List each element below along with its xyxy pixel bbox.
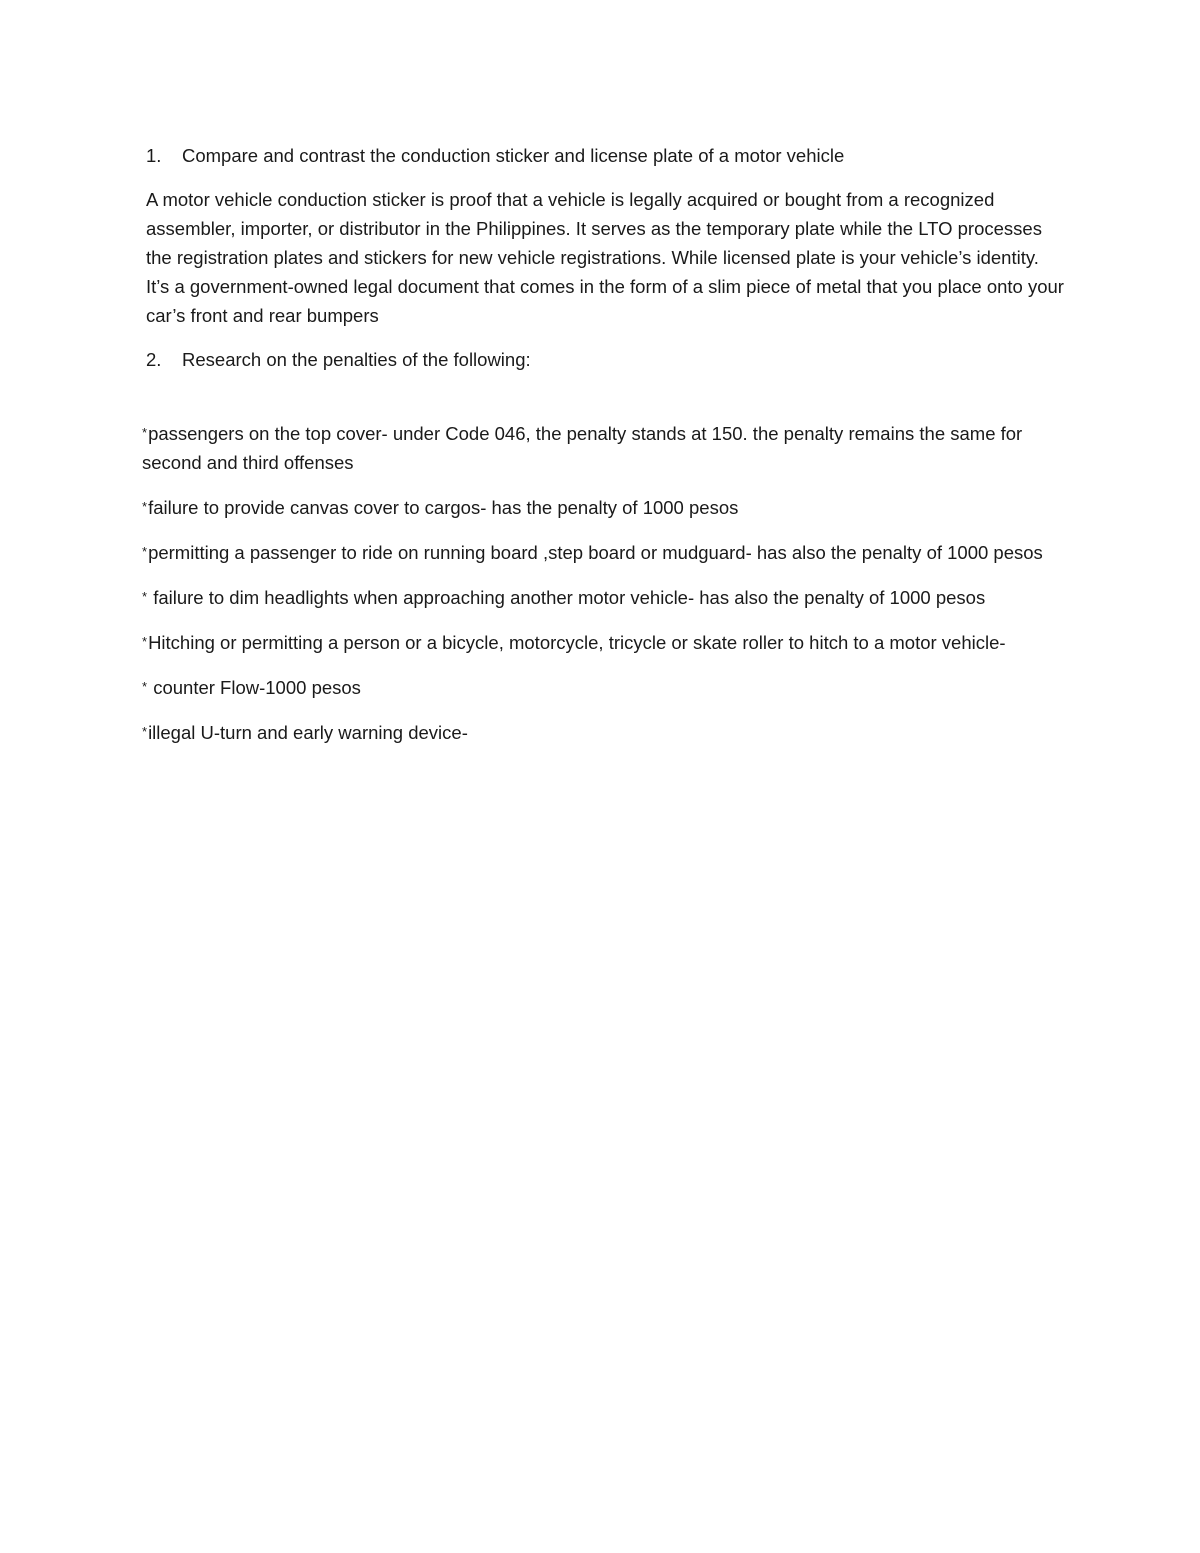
document-body (142, 141, 1066, 762)
bullet-star-icon: * (142, 425, 148, 440)
penalty-list (142, 418, 1066, 747)
penalty-item-2 (142, 492, 1066, 522)
bullet-star-icon: * (142, 499, 148, 514)
answer-1-paragraph: A motor vehicle conduction sticker is proof that a vehicle is legally acquired or bought from a recognized assembler, importer, or distributor in the Philippines. It serves as the temporary plate while the LTO processes the registration plates and stickers for new vehicle registrations. While licensed plate is your vehicle’s identity. It’s a government-owned legal document that comes in the form of a slim piece of metal that you place onto your car’s front and rear bumpers (146, 189, 1064, 326)
bullet-star-icon: * (142, 634, 148, 649)
penalty-item-6 (142, 672, 1066, 702)
penalty-item-4 (142, 582, 1066, 612)
question-2-text: Research on the penalties of the following: (182, 349, 531, 370)
penalty-item-1 (142, 418, 1066, 477)
bullet-star-icon: * (142, 724, 148, 739)
question-1-number: 1. (146, 145, 162, 166)
penalty-item-text: Hitching or permitting a person or a bicycle, motorcycle, tricycle or skate roller to hitch to a motor vehicle- (148, 632, 1006, 653)
penalty-item-text: failure to provide canvas cover to cargos- has the penalty of 1000 pesos (148, 497, 739, 518)
bullet-star-icon: * (142, 589, 148, 604)
bullet-star-icon: * (142, 679, 148, 694)
penalty-item-text: passengers on the top cover- under Code 046, the penalty stands at 150. the penalty remains the same for second and third offenses (142, 423, 1023, 473)
question-2 (146, 345, 1066, 374)
penalty-item-text: counter Flow-1000 pesos (148, 677, 361, 698)
question-2-number: 2. (146, 349, 162, 370)
penalty-item-7 (142, 717, 1066, 747)
question-1 (146, 141, 1066, 170)
penalty-item-5 (142, 627, 1066, 657)
penalty-item-text: permitting a passenger to ride on running board ,step board or mudguard- has also the penalty of 1000 pesos (148, 542, 1043, 563)
question-1-text: Compare and contrast the conduction sticker and license plate of a motor vehicle (182, 145, 845, 166)
bullet-star-icon: * (142, 544, 148, 559)
penalty-item-text: failure to dim headlights when approaching another motor vehicle- has also the penalty of 1000 pesos (148, 587, 986, 608)
penalty-item-text: illegal U-turn and early warning device- (148, 722, 468, 743)
penalty-item-3 (142, 537, 1066, 567)
